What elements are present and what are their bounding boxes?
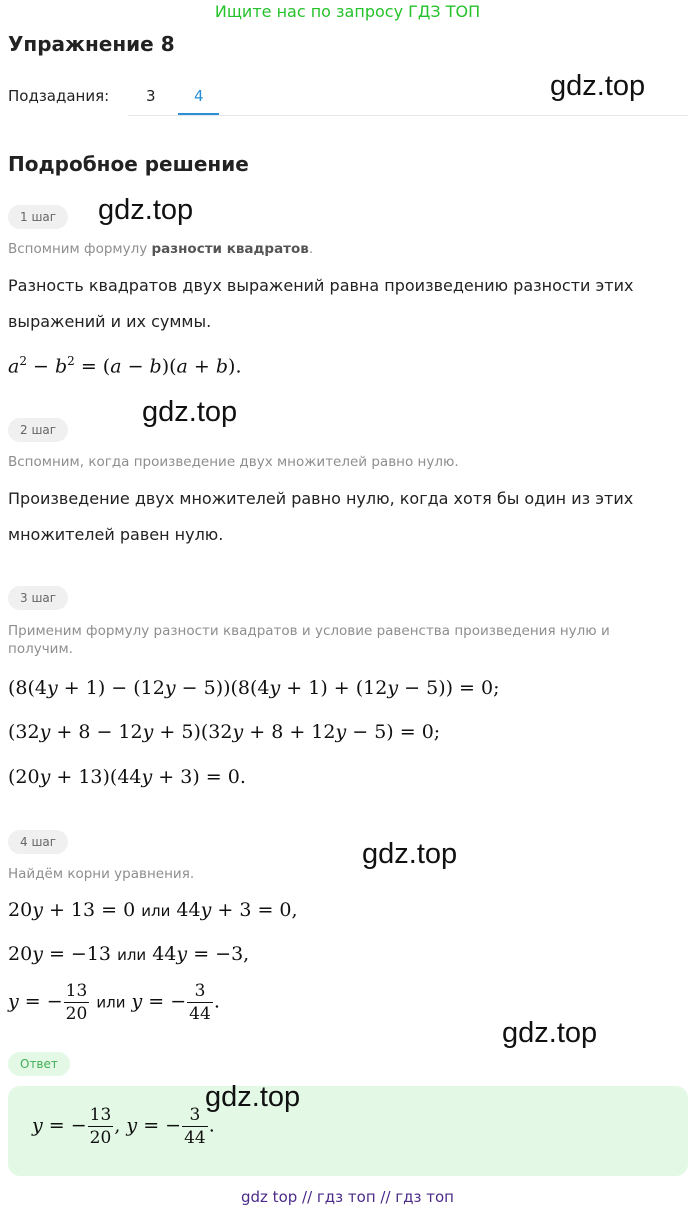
section-title: Подробное решение [8,152,249,176]
active-tab-indicator [178,113,219,115]
step-2-text: Произведение двух множителей равно нулю, когда хотя бы один из этих множителей равен нулю. [8,489,634,544]
step-4-hint: Найдём корни уравнения. [8,866,195,882]
step-3-badge: 3 шаг [8,586,68,610]
formula-difference-of-squares: $a^2 - b^2 = (a - b)(a + b)$. [8,354,242,378]
step-3-hint: Применим формулу разности квадратов и условие равенства произведения нулю и получим. [8,623,610,657]
equation-line-3: (20y + 13)(44y + 3) = 0. [8,766,246,788]
exercise-title: Упражнение 8 [8,32,175,56]
equation-line-1: (8(4y + 1) − (12y − 5))(8(4y + 1) + (12y − 5)) = 0; [8,677,500,699]
step-2-badge: 2 шаг [8,418,68,442]
step-1-badge: 1 шаг [8,205,68,229]
step-1-hint: Вспомним формулу разности квадратов. [8,241,314,257]
answer-badge: Ответ [8,1052,70,1076]
answer-formula: y = − $\frac{13}{20}$ , y = − $\frac{3}{44}$ . [32,1105,215,1148]
subtasks-label: Подзадания: [8,87,110,105]
watermark: gdz.top [205,1081,301,1113]
equation-line-2: (32y + 8 − 12y + 5)(32y + 8 + 12y − 5) = 0; [8,721,441,743]
watermark: gdz.top [550,70,646,102]
watermark: gdz.top [98,194,194,226]
footer-links[interactable]: gdz top // гдз топ // гдз топ [241,1188,454,1206]
step-1-text: Разность квадратов двух выражений равна произведению разности этих выражений и их суммы. [8,276,634,331]
watermark: gdz.top [142,396,238,428]
step-2-hint: Вспомним, когда произведение двух множителей равно нулю. [8,454,459,470]
step-4-badge: 4 шаг [8,830,68,854]
subtask-tab-4[interactable]: 4 [194,87,204,105]
roots-line-1: 20y + 13 = 0 или 44y + 3 = 0, [8,899,298,921]
search-banner[interactable]: Ищите нас по запросу ГДЗ ТОП [214,2,481,21]
watermark: gdz.top [502,1017,598,1049]
roots-line-3: y = − $\frac{13}{20}$ или y = − $\frac{3}{44}$ . [8,981,220,1024]
watermark: gdz.top [362,838,458,870]
subtask-tab-3[interactable]: 3 [146,87,156,105]
tab-divider [128,115,688,116]
roots-line-2: 20y = −13 или 44y = −3, [8,943,250,965]
